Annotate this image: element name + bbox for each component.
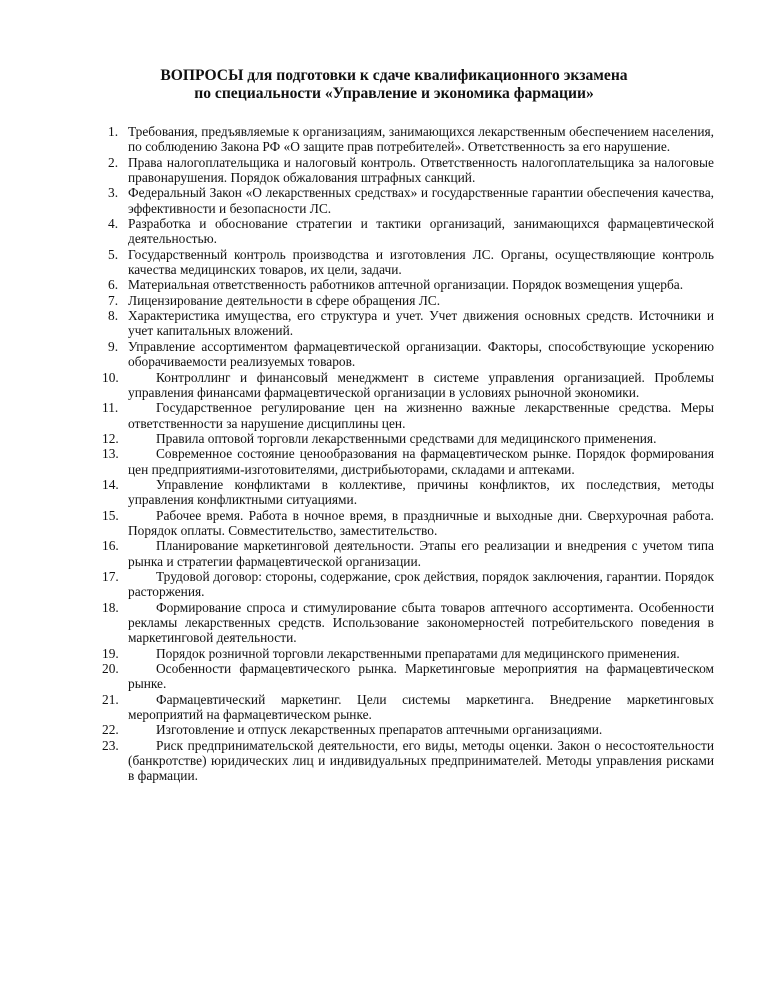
question-item: [108, 185, 714, 216]
question-text: Правила оптовой торговли лекарственными средствами для медицинского применения.: [156, 430, 657, 446]
question-number: 12.: [102, 430, 119, 446]
question-text: Управление конфликтами в коллективе, причины конфликтов, их последствия, методы управления конфликтными ситуациями.: [128, 476, 714, 508]
question-text: Разработка и обоснование стратегии и тактики организаций, занимающихся фармацевтической деятельностью.: [128, 216, 714, 247]
question-number: 8.: [108, 308, 119, 324]
question-item: [102, 538, 714, 569]
question-text: Требования, предъявляемые к организациям, занимающихся лекарственным обеспечением населения, по соблюдению Закона РФ «О защите прав потребителей». Ответственность за его нарушение.: [128, 124, 714, 155]
document-title: [100, 67, 688, 103]
question-text: Риск предпринимательской деятельности, его виды, методы оценки. Закон о несостоятельности (банкротстве) юридических лиц и индивидуальных предпринимателей. Методы управления рисками в фармации.: [128, 737, 714, 784]
question-number: 15.: [102, 507, 119, 523]
question-item: [102, 476, 714, 508]
question-item: [102, 400, 714, 431]
question-text: Права налогоплательщика и налоговый контроль. Ответственность налогоплательщика за налоговые правонарушения. Порядок обжалования штрафных санкций.: [128, 154, 714, 186]
question-text: Федеральный Закон «О лекарственных средствах» и государственные гарантии обеспечения качества, эффективности и безопасности ЛС.: [128, 185, 714, 216]
question-number: 23.: [102, 737, 119, 753]
question-item: [102, 645, 714, 661]
question-item: [108, 216, 714, 247]
question-item: [102, 737, 714, 784]
question-number: 19.: [102, 645, 119, 661]
question-number: 14.: [102, 476, 119, 492]
question-number: 20.: [102, 661, 119, 677]
question-number: 6.: [108, 277, 119, 293]
question-text: Материальная ответственность работников аптечной организации. Порядок возмещения ущерба.: [128, 277, 684, 293]
question-number: 3.: [108, 185, 119, 201]
question-text: Порядок розничной торговли лекарственными препаратами для медицинского применения.: [156, 645, 680, 661]
question-text: Планирование маркетинговой деятельности. Этапы его реализации и внедрения с учетом типа рынка и стратегии фармацевтической организации.: [128, 538, 714, 569]
question-text: Фармацевтический маркетинг. Цели системы маркетинга. Внедрение маркетинговых мероприятий на фармацевтическом рынке.: [128, 691, 714, 723]
question-number: 18.: [102, 599, 119, 615]
question-item: [108, 293, 714, 308]
question-text: Государственное регулирование цен на жизненно важные лекарственные средства. Меры ответственности за нарушение дисциплины цен.: [128, 400, 714, 431]
question-text: Формирование спроса и стимулирование сбыта товаров аптечного ассортимента. Особенности рекламы лекарственных средств. Использование закономерностей потребительского поведения в маркетинговой деятельности.: [128, 599, 714, 646]
question-item: [108, 124, 714, 155]
question-item: [108, 247, 714, 278]
question-text: Рабочее время. Работа в ночное время, в праздничные и выходные дни. Сверхурочная работа. Порядок оплаты. Совместительство, заместительство.: [128, 507, 714, 538]
title-line-1: ВОПРОСЫ для подготовки к сдаче квалификационного экзамена: [160, 67, 628, 84]
question-number: 22.: [102, 722, 119, 738]
question-item: [102, 691, 714, 723]
question-number: 16.: [102, 538, 119, 554]
question-number: 11.: [102, 400, 119, 416]
question-text: Современное состояние ценообразования на фармацевтическом рынке. Порядок формирования цен предприятиями-изготовителями, дистрибьюторами, складами и аптеками.: [128, 446, 714, 477]
question-text: Управление ассортиментом фармацевтической организации. Факторы, способствующие ускорению оборачиваемости реализуемых товаров.: [128, 338, 714, 370]
question-text: Контроллинг и финансовый менеджмент в системе управления организацией. Проблемы управления финансами фармацевтической организации в условиях рыночной экономики.: [128, 369, 714, 400]
question-text: Характеристика имущества, его структура и учет. Учет движения основных средств. Источники и учет капитальных вложений.: [128, 308, 714, 339]
question-text: Лицензирование деятельности в сфере обращения ЛС.: [128, 292, 441, 308]
question-number: 9.: [108, 338, 119, 354]
question-text: Трудовой договор: стороны, содержание, срок действия, порядок заключения, гарантии. Порядок расторжения.: [128, 568, 714, 600]
question-text: Особенности фармацевтического рынка. Маркетинговые мероприятия на фармацевтическом рынке.: [128, 661, 714, 692]
question-number: 10.: [102, 369, 119, 385]
question-item: [102, 568, 714, 600]
question-number: 4.: [108, 216, 119, 232]
question-item: [102, 369, 714, 401]
question-number: 2.: [108, 154, 119, 170]
question-number: 13.: [102, 446, 119, 462]
question-item: [102, 599, 714, 646]
question-number: 17.: [102, 568, 119, 584]
question-item: [108, 277, 714, 292]
question-item: [102, 661, 714, 692]
question-item: [108, 155, 714, 186]
question-item: [108, 339, 714, 370]
question-number: 1.: [108, 124, 119, 139]
question-item: [108, 308, 714, 339]
questions-list: [102, 124, 714, 784]
question-item: [102, 722, 714, 738]
question-item: [102, 446, 714, 477]
question-text: Государственный контроль производства и изготовления ЛС. Органы, осуществляющие контроль качества медицинских товаров, их цели, задачи.: [128, 246, 714, 278]
question-item: [102, 507, 714, 539]
question-number: 21.: [102, 691, 119, 707]
question-number: 7.: [108, 292, 119, 308]
question-item: [102, 430, 714, 446]
question-number: 5.: [108, 246, 119, 262]
title-line-2: по специальности «Управление и экономика фармации»: [194, 85, 594, 102]
question-text: Изготовление и отпуск лекарственных препаратов аптечными организациями.: [156, 722, 603, 738]
